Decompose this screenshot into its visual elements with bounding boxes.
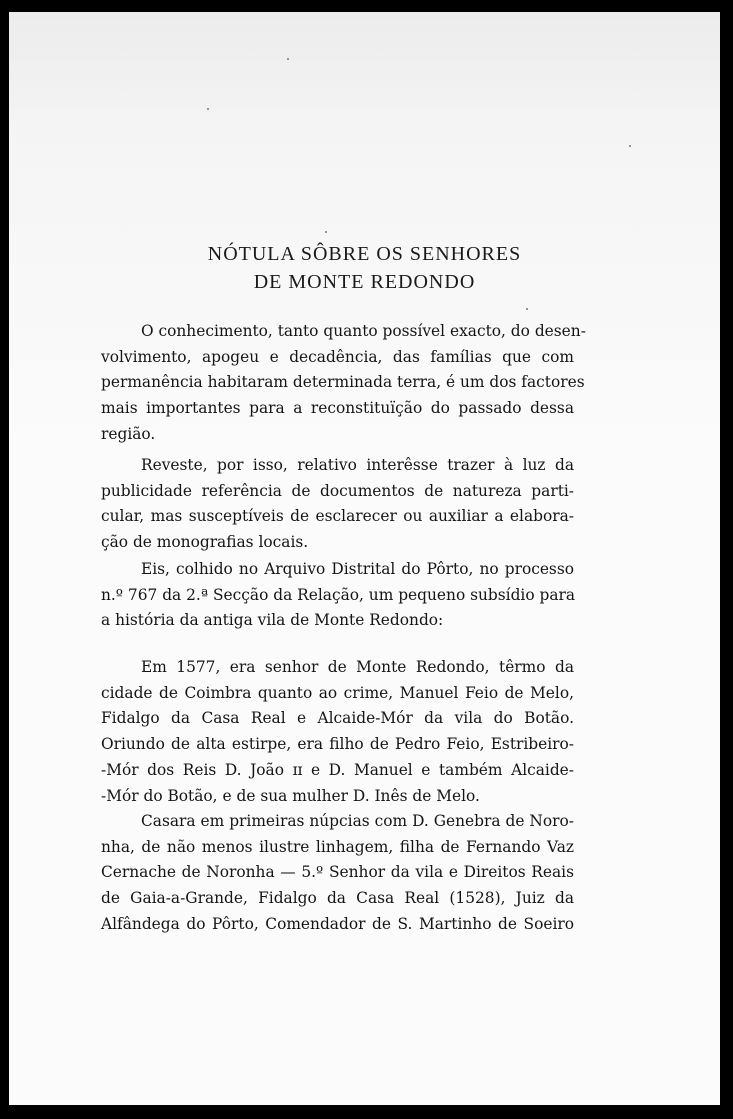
text-line: Fidalgo da Casa Real e Alcaide-Mór da vila do Botão. [101,709,574,728]
paragraph-4 [101,655,574,809]
text-line: -Mór do Botão, e de sua mulher D. Inês de Melo. [101,786,480,805]
text-line: região. [101,424,156,443]
text-line: -Mór dos Reis D. João ɪɪ e D. Manuel e também Alcaide- [101,760,574,779]
scan-speck [287,58,289,60]
scan-speck [207,108,209,110]
text-line: Cernache de Noronha — 5.º Senhor da vila e Direitos Reais [101,863,574,882]
title-line-1: NÓTULA SÔBRE OS SENHORES [207,243,522,265]
paragraph-1 [101,319,586,448]
text-line: nha, de não menos ilustre linhagem, filha de Fernando Vaz [101,837,574,856]
text-line: publicidade referência de documentos de natureza parti- [101,481,574,500]
text-line: cular, mas susceptíveis de esclarecer ou auxiliar a elabora- [101,507,574,526]
paragraph-3 [101,557,574,634]
text-line: a história da antiga vila de Monte Redondo: [101,611,444,630]
text-line: Eis, colhido no Arquivo Distrital do Pôrto, no processo [141,560,574,578]
paragraph-5 [101,809,574,938]
document-page [9,12,720,1105]
scan-speck [325,231,327,233]
text-line: n.º 767 da 2.ª Secção da Relação, um pequeno subsídio para [101,585,576,604]
text-line: Casara em primeiras núpcias com D. Genebra de Noro- [141,812,574,830]
text-line: mais importantes para a reconstituïção do passado dessa [101,399,574,418]
text-line: Reveste, por isso, relativo interêsse trazer à luz da [141,456,574,474]
text-line: Oriundo de alta estirpe, era filho de Pedro Feio, Estribeiro- [101,735,574,754]
paragraph-2 [101,453,574,556]
title-line-2: DE MONTE REDONDO [253,271,476,293]
page-title [9,240,720,296]
text-line: O conhecimento, tanto quanto possível exacto, do desen- [141,322,586,340]
text-line: de Gaia-a-Grande, Fidalgo da Casa Real (1528), Juiz da [101,889,574,908]
text-line: ção de monografias locais. [101,533,309,552]
text-line: cidade de Coimbra quanto ao crime, Manuel Feio de Melo, [101,683,574,702]
text-line: volvimento, apogeu e decadência, das famílias que com [101,347,574,366]
text-line: Em 1577, era senhor de Monte Redondo, têrmo da [141,658,574,676]
scan-speck [629,145,631,147]
text-line: Alfândega do Pôrto, Comendador de S. Martinho de Soeiro [101,914,574,933]
scan-speck [526,308,528,310]
text-line: permanência habitaram determinada terra, é um dos factores [101,373,585,392]
